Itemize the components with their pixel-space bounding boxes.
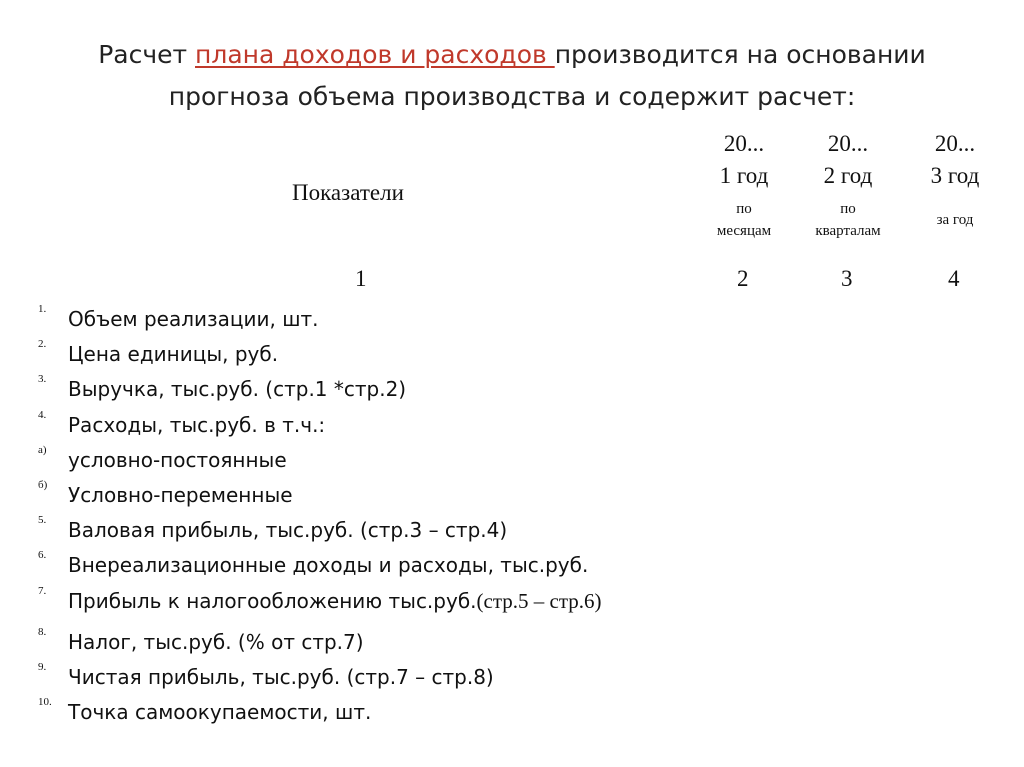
column-header-2 [796, 128, 900, 242]
column-year: 20... [827, 131, 869, 156]
row-text: Прибыль к налогообложению тыс.руб.(стр.5 – стр.6) [68, 588, 602, 613]
row-text: Выручка, тыс.руб. (стр.1 *стр.2) [68, 377, 407, 402]
column-sub-line1: по [736, 201, 752, 217]
column-sub [905, 209, 1005, 231]
column-sub-line2: кварталам [815, 223, 881, 239]
row-text: Условно-переменные [68, 482, 293, 507]
row-text: Налог, тыс.руб. (% от стр.7) [68, 629, 364, 654]
row-text: Объем реализации, шт. [68, 307, 319, 331]
title-suffix: производится на основании [554, 40, 926, 69]
row-marker: 4. [38, 408, 47, 421]
column-number-4: 4 [948, 266, 960, 291]
row-text: Точка самоокупаемости, шт. [68, 700, 372, 725]
column-period: 3 год [930, 163, 980, 188]
title-prefix: Расчет [98, 40, 196, 69]
row-marker: а) [38, 443, 47, 456]
row-text: Валовая прибыль, тыс.руб. (стр.3 – стр.4) [68, 518, 508, 543]
column-number-1: 1 [355, 266, 367, 291]
row-text: условно-постоянные [68, 447, 287, 472]
row-text: Цена единицы, руб. [68, 342, 279, 367]
row-marker: б) [38, 478, 48, 491]
row-marker: 9. [38, 660, 47, 673]
row-marker: 1. [38, 303, 47, 315]
row-marker: 3. [38, 373, 47, 386]
column-header-1 [694, 128, 794, 242]
column-period: 2 год [823, 163, 873, 188]
row-marker: 8. [38, 625, 47, 638]
title-highlight: плана доходов и расходов [195, 40, 555, 69]
row-text: Внереализационные доходы и расходы, тыс.руб. [68, 553, 589, 578]
title-line2: прогноза объема производства и содержит расчет: [168, 82, 856, 111]
row-marker: 10. [38, 696, 52, 709]
column-sub-line2: месяцам [716, 223, 772, 239]
column-header-3 [905, 128, 1005, 231]
row-marker: 2. [38, 338, 47, 351]
column-year: 20... [723, 131, 765, 156]
column-period: 1 год [719, 163, 769, 188]
column-sub-line1: по [840, 201, 856, 217]
column-sub [796, 198, 900, 242]
row-text: Расходы, тыс.руб. в т.ч.: [68, 412, 326, 437]
row-text: Чистая прибыль, тыс.руб. (стр.7 – стр.8) [68, 664, 494, 689]
row-marker: 5. [38, 514, 47, 527]
column-sub [694, 198, 794, 242]
header-label: Показатели [292, 180, 404, 205]
column-number-3: 3 [841, 266, 853, 291]
row-marker: 6. [38, 549, 47, 562]
column-number-2: 2 [737, 266, 749, 291]
column-sub-line1: за год [936, 212, 974, 228]
column-year: 20... [934, 131, 976, 156]
row-marker: 7. [38, 584, 47, 597]
slide-title [40, 34, 984, 118]
